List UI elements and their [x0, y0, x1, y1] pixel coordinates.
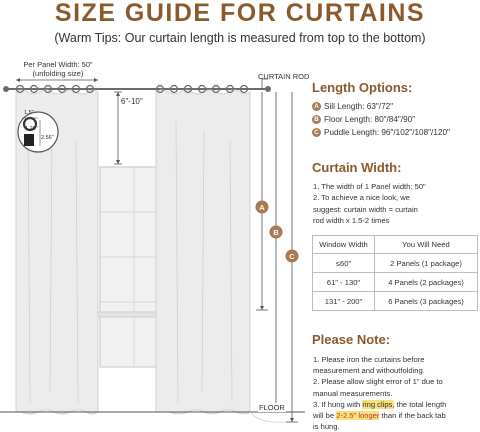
table-cell: 6 Panels (3 packages)	[375, 292, 478, 311]
curtain-width-line2: 2. To achieve a nice look, we	[313, 193, 410, 203]
length-option-c	[312, 128, 450, 137]
page-subtitle: (Warm Tips: Our curtain length is measured from top to the bottom)	[54, 31, 426, 45]
note3-l2-pre: will be	[313, 411, 337, 421]
table-cell: 61" - 130"	[313, 273, 375, 292]
gap-label: 6"-10"	[121, 97, 143, 106]
curtain-width-line1: 1. The width of 1 Panel width: 50"	[313, 182, 426, 191]
page-title: SIZE GUIDE FOR CURTAINS	[54, 0, 426, 27]
rod-end-left	[3, 86, 9, 92]
ring-inner-label: 1.26"	[25, 126, 38, 132]
curtain-width-line4: rod width x 1.5-2 times	[313, 216, 390, 226]
please-note-heading: Please Note:	[312, 332, 391, 347]
table-cell: 2 Panels (1 package)	[375, 254, 478, 273]
marker-c-label: C	[289, 252, 295, 261]
panel-width-label	[18, 60, 98, 78]
badge-a: A	[312, 102, 321, 111]
table-row	[313, 254, 478, 273]
note3-line3: is hung.	[313, 422, 340, 432]
panel-width-line1: Per Panel Width: 50"	[23, 60, 93, 69]
note1-line2: measurement and withoutfolding.	[313, 366, 425, 376]
ring-top-label: 1.5"	[24, 110, 34, 116]
curtain-width-line3: suggest: curtain width = curtain	[313, 204, 418, 214]
note1-line1: 1. Please iron the curtains before	[313, 355, 425, 364]
rod-end-right	[265, 86, 271, 92]
curtain-width-heading: Curtain Width:	[312, 160, 402, 175]
floor-label: FLOOR	[259, 403, 285, 412]
ring-side-label: 2.56"	[41, 135, 54, 141]
badge-c: C	[312, 128, 321, 137]
table-header-row	[313, 236, 478, 254]
marker-a-label: A	[259, 203, 265, 212]
curtain-diagram	[0, 52, 310, 432]
badge-b: B	[312, 115, 321, 124]
curtain-width-text	[313, 181, 477, 227]
table-header-you-will-need: You Will Need	[375, 236, 478, 254]
window-width-table	[312, 235, 478, 311]
table-row	[313, 273, 478, 292]
table-cell: ≤60"	[313, 254, 375, 273]
note2-line1: 2. Please allow slight error of 1" due to	[313, 377, 443, 387]
longer-highlight: 2-2.5" longer	[336, 411, 380, 421]
table-header-window-width: Window Width	[313, 236, 375, 254]
length-option-a	[312, 102, 393, 111]
curtain-illustration	[0, 52, 310, 432]
note3-pre: 3. If hung with	[313, 399, 363, 409]
length-option-c-text: Puddle Length: 96"/102"/108"/120"	[324, 128, 450, 137]
note3-line2	[313, 410, 477, 421]
length-option-a-text: Sill Length: 63"/72"	[324, 102, 394, 111]
table-row	[313, 292, 478, 311]
note3-mid: the total length	[394, 399, 447, 409]
length-option-b-text: Floor Length: 80"/84"/90"	[324, 115, 416, 124]
please-note-text	[313, 354, 477, 432]
table-cell: 131" - 200"	[313, 292, 375, 311]
ring-clips-highlight: ring clips,	[362, 399, 395, 409]
note3-line1	[313, 399, 477, 410]
length-option-b	[312, 115, 415, 124]
panel-width-line2: (unfolding size)	[32, 69, 84, 78]
marker-b-label: B	[273, 228, 279, 237]
length-options-heading: Length Options:	[312, 80, 413, 95]
note2-line2: manual measurements.	[313, 388, 393, 398]
ring-zoom-clip	[24, 134, 34, 146]
table-cell: 4 Panels (2 packages)	[375, 273, 478, 292]
curtain-rod-label: CURTAIN ROD	[258, 72, 310, 81]
note3-l2-post: than if the back tab	[379, 411, 446, 421]
